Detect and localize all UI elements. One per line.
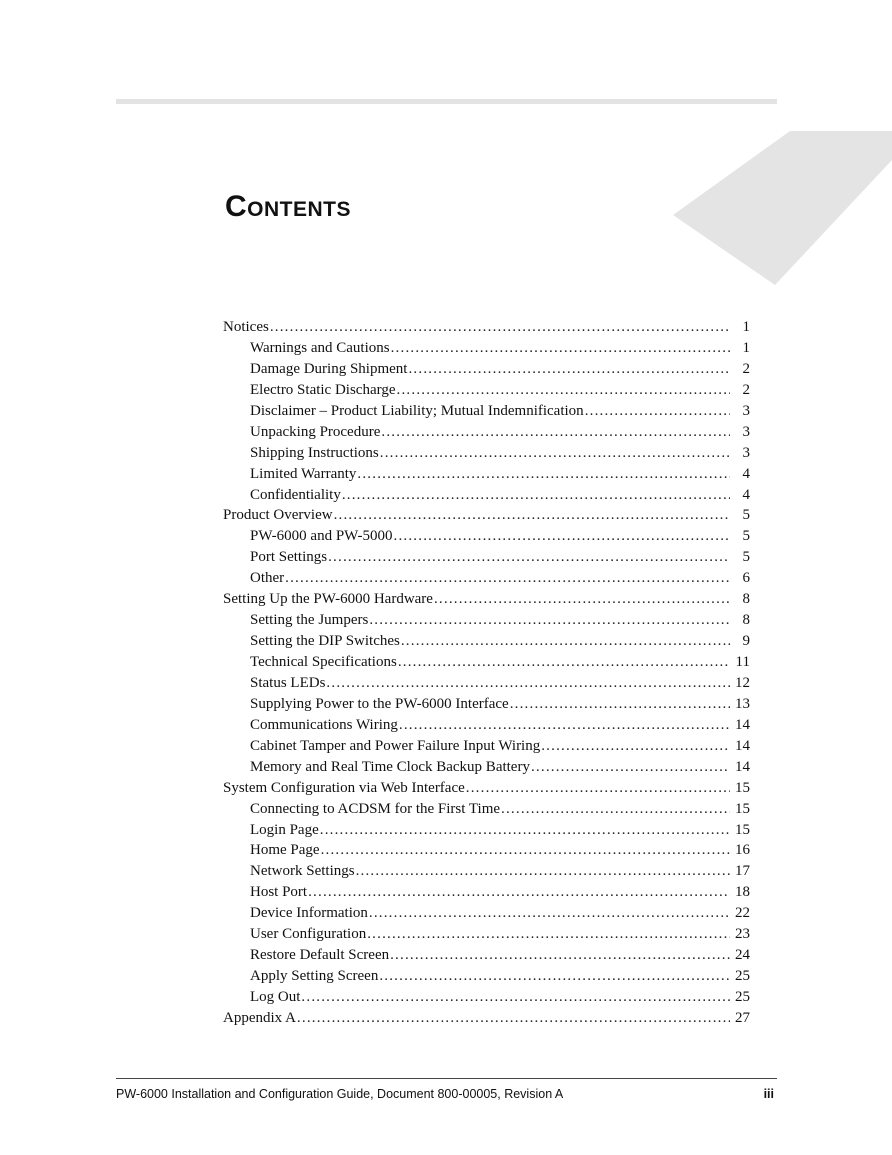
toc-entry-label: Warnings and Cautions bbox=[250, 339, 390, 356]
toc-subsection-entry[interactable] bbox=[223, 715, 750, 736]
toc-entry-page-number: 5 bbox=[742, 549, 750, 566]
header-rule bbox=[116, 99, 777, 104]
toc-dot-leader bbox=[401, 631, 730, 652]
toc-dot-leader bbox=[297, 1008, 730, 1029]
toc-subsection-entry[interactable] bbox=[223, 945, 750, 966]
toc-dot-leader bbox=[390, 945, 730, 966]
table-of-contents bbox=[223, 317, 750, 1029]
toc-section-entry[interactable] bbox=[223, 317, 750, 338]
toc-entry-page-number: 14 bbox=[735, 737, 750, 754]
toc-entry-label: Connecting to ACDSM for the First Time bbox=[250, 800, 501, 817]
toc-entry-label: Setting Up the PW-6000 Hardware bbox=[223, 591, 433, 608]
toc-entry-label: Cabinet Tamper and Power Failure Input Wiring bbox=[250, 737, 541, 754]
toc-subsection-entry[interactable] bbox=[223, 799, 750, 820]
toc-dot-leader bbox=[398, 652, 730, 673]
toc-dot-leader bbox=[369, 610, 730, 631]
toc-entry-label: Host Port bbox=[250, 884, 308, 901]
toc-dot-leader bbox=[541, 736, 730, 757]
toc-entry-label: Restore Default Screen bbox=[250, 947, 390, 964]
toc-entry-label: Setting the DIP Switches bbox=[250, 633, 400, 650]
toc-entry-label: Disclaimer – Product Liability; Mutual Indemnification bbox=[250, 402, 584, 419]
toc-entry-page-number: 8 bbox=[742, 612, 750, 629]
toc-dot-leader bbox=[380, 443, 730, 464]
toc-subsection-entry[interactable] bbox=[223, 547, 750, 568]
toc-dot-leader bbox=[357, 464, 730, 485]
toc-entry-page-number: 3 bbox=[742, 444, 750, 461]
toc-entry-page-number: 15 bbox=[735, 821, 750, 838]
toc-entry-label: Network Settings bbox=[250, 863, 355, 880]
toc-section-entry[interactable] bbox=[223, 505, 750, 526]
toc-entry-page-number: 25 bbox=[735, 989, 750, 1005]
toc-entry-label: Notices bbox=[223, 319, 269, 335]
toc-subsection-entry[interactable] bbox=[223, 568, 750, 589]
toc-entry-page-number: 22 bbox=[735, 905, 750, 922]
toc-subsection-entry[interactable] bbox=[223, 464, 750, 485]
toc-entry-label: User Configuration bbox=[250, 926, 367, 943]
toc-subsection-entry[interactable] bbox=[223, 610, 750, 631]
toc-dot-leader bbox=[510, 694, 730, 715]
toc-subsection-entry[interactable] bbox=[223, 485, 750, 506]
toc-dot-leader bbox=[308, 882, 730, 903]
toc-subsection-entry[interactable] bbox=[223, 757, 750, 778]
toc-subsection-entry[interactable] bbox=[223, 694, 750, 715]
toc-entry-label: Communications Wiring bbox=[250, 716, 398, 733]
toc-dot-leader bbox=[326, 673, 730, 694]
toc-dot-leader bbox=[342, 485, 730, 506]
toc-subsection-entry[interactable] bbox=[223, 820, 750, 841]
toc-subsection-entry[interactable] bbox=[223, 924, 750, 945]
toc-entry-page-number: 5 bbox=[742, 528, 750, 545]
toc-entry-page-number: 14 bbox=[735, 758, 750, 775]
toc-section-entry[interactable] bbox=[223, 1008, 750, 1029]
toc-entry-page-number: 1 bbox=[742, 319, 750, 335]
page-title: Contents bbox=[225, 190, 351, 223]
toc-dot-leader bbox=[408, 359, 730, 380]
toc-subsection-entry[interactable] bbox=[223, 903, 750, 924]
toc-entry-page-number: 25 bbox=[735, 968, 750, 985]
toc-subsection-entry[interactable] bbox=[223, 673, 750, 694]
toc-dot-leader bbox=[381, 422, 730, 443]
toc-entry-label: Limited Warranty bbox=[250, 465, 357, 482]
toc-entry-label: Damage During Shipment bbox=[250, 360, 408, 377]
toc-dot-leader bbox=[320, 820, 730, 841]
toc-entry-page-number: 11 bbox=[735, 654, 750, 670]
toc-entry-label: Apply Setting Screen bbox=[250, 968, 379, 985]
toc-subsection-entry[interactable] bbox=[223, 422, 750, 443]
footer-rule bbox=[116, 1078, 777, 1079]
toc-subsection-entry[interactable] bbox=[223, 526, 750, 547]
toc-entry-page-number: 12 bbox=[735, 674, 750, 691]
toc-entry-label: Memory and Real Time Clock Backup Battery bbox=[250, 758, 530, 775]
toc-entry-page-number: 4 bbox=[742, 465, 750, 482]
toc-entry-label: Electro Static Discharge bbox=[250, 381, 396, 398]
toc-subsection-entry[interactable] bbox=[223, 882, 750, 903]
toc-entry-label: PW-6000 and PW-5000 bbox=[250, 528, 393, 545]
toc-dot-leader bbox=[585, 401, 730, 422]
footer-page-number: iii bbox=[763, 1087, 774, 1101]
toc-entry-label: Home Page bbox=[250, 842, 320, 859]
toc-entry-label: Appendix A bbox=[223, 1009, 296, 1026]
toc-dot-leader bbox=[321, 840, 730, 861]
toc-dot-leader bbox=[301, 987, 730, 1008]
toc-entry-page-number: 14 bbox=[735, 716, 750, 733]
toc-subsection-entry[interactable] bbox=[223, 338, 750, 359]
toc-dot-leader bbox=[270, 317, 730, 338]
toc-subsection-entry[interactable] bbox=[223, 652, 750, 673]
toc-subsection-entry[interactable] bbox=[223, 443, 750, 464]
toc-subsection-entry[interactable] bbox=[223, 359, 750, 380]
toc-entry-page-number: 3 bbox=[742, 402, 750, 419]
toc-entry-page-number: 18 bbox=[735, 884, 750, 901]
toc-entry-page-number: 17 bbox=[735, 863, 750, 880]
toc-dot-leader bbox=[367, 924, 730, 945]
toc-dot-leader bbox=[356, 861, 730, 882]
toc-entry-label: Log Out bbox=[250, 989, 301, 1005]
toc-entry-label: Confidentiality bbox=[250, 486, 341, 503]
toc-entry-label: Supplying Power to the PW-6000 Interface bbox=[250, 695, 509, 712]
toc-dot-leader bbox=[369, 903, 730, 924]
toc-entry-label: System Configuration via Web Interface bbox=[223, 779, 465, 796]
toc-dot-leader bbox=[501, 799, 730, 820]
toc-entry-label: Setting the Jumpers bbox=[250, 612, 369, 629]
decorative-corner-shape bbox=[0, 0, 892, 300]
toc-subsection-entry[interactable] bbox=[223, 631, 750, 652]
toc-subsection-entry[interactable] bbox=[223, 861, 750, 882]
toc-entry-label: Shipping Instructions bbox=[250, 444, 379, 461]
toc-entry-label: Unpacking Procedure bbox=[250, 423, 381, 440]
toc-dot-leader bbox=[328, 547, 730, 568]
toc-entry-label: Device Information bbox=[250, 905, 368, 922]
footer-document-title: PW-6000 Installation and Configuration Guide, Document 800-00005, Revision A bbox=[116, 1087, 564, 1101]
toc-subsection-entry[interactable] bbox=[223, 966, 750, 987]
toc-entry-page-number: 15 bbox=[735, 800, 750, 817]
toc-entry-page-number: 8 bbox=[742, 591, 750, 608]
toc-entry-label: Status LEDs bbox=[250, 674, 326, 691]
toc-subsection-entry[interactable] bbox=[223, 401, 750, 422]
toc-subsection-entry[interactable] bbox=[223, 736, 750, 757]
toc-dot-leader bbox=[285, 568, 730, 589]
toc-dot-leader bbox=[399, 715, 730, 736]
toc-entry-page-number: 2 bbox=[742, 381, 750, 398]
toc-entry-label: Technical Specifications bbox=[250, 654, 397, 670]
toc-entry-page-number: 24 bbox=[735, 947, 750, 964]
toc-entry-page-number: 16 bbox=[735, 842, 750, 859]
toc-entry-label: Other bbox=[250, 570, 285, 587]
toc-entry-label: Port Settings bbox=[250, 549, 328, 566]
toc-entry-page-number: 4 bbox=[742, 486, 750, 503]
toc-dot-leader bbox=[397, 380, 730, 401]
toc-subsection-entry[interactable] bbox=[223, 840, 750, 861]
toc-entry-page-number: 13 bbox=[735, 695, 750, 712]
toc-section-entry[interactable] bbox=[223, 589, 750, 610]
toc-dot-leader bbox=[379, 966, 730, 987]
toc-entry-page-number: 23 bbox=[735, 926, 750, 943]
toc-entry-page-number: 5 bbox=[742, 507, 750, 524]
toc-dot-leader bbox=[531, 757, 730, 778]
toc-entry-page-number: 27 bbox=[735, 1009, 750, 1026]
toc-dot-leader bbox=[394, 526, 731, 547]
toc-entry-label: Product Overview bbox=[223, 507, 333, 524]
toc-subsection-entry[interactable] bbox=[223, 987, 750, 1008]
toc-dot-leader bbox=[334, 505, 730, 526]
toc-section-entry[interactable] bbox=[223, 778, 750, 799]
toc-dot-leader bbox=[466, 778, 730, 799]
toc-dot-leader bbox=[434, 589, 730, 610]
toc-entry-page-number: 15 bbox=[735, 779, 750, 796]
toc-dot-leader bbox=[391, 338, 730, 359]
toc-entry-page-number: 9 bbox=[742, 633, 750, 650]
toc-entry-label: Login Page bbox=[250, 821, 319, 838]
toc-subsection-entry[interactable] bbox=[223, 380, 750, 401]
toc-entry-page-number: 6 bbox=[742, 570, 750, 587]
toc-entry-page-number: 1 bbox=[742, 339, 750, 356]
toc-entry-page-number: 3 bbox=[742, 423, 750, 440]
toc-entry-page-number: 2 bbox=[742, 360, 750, 377]
